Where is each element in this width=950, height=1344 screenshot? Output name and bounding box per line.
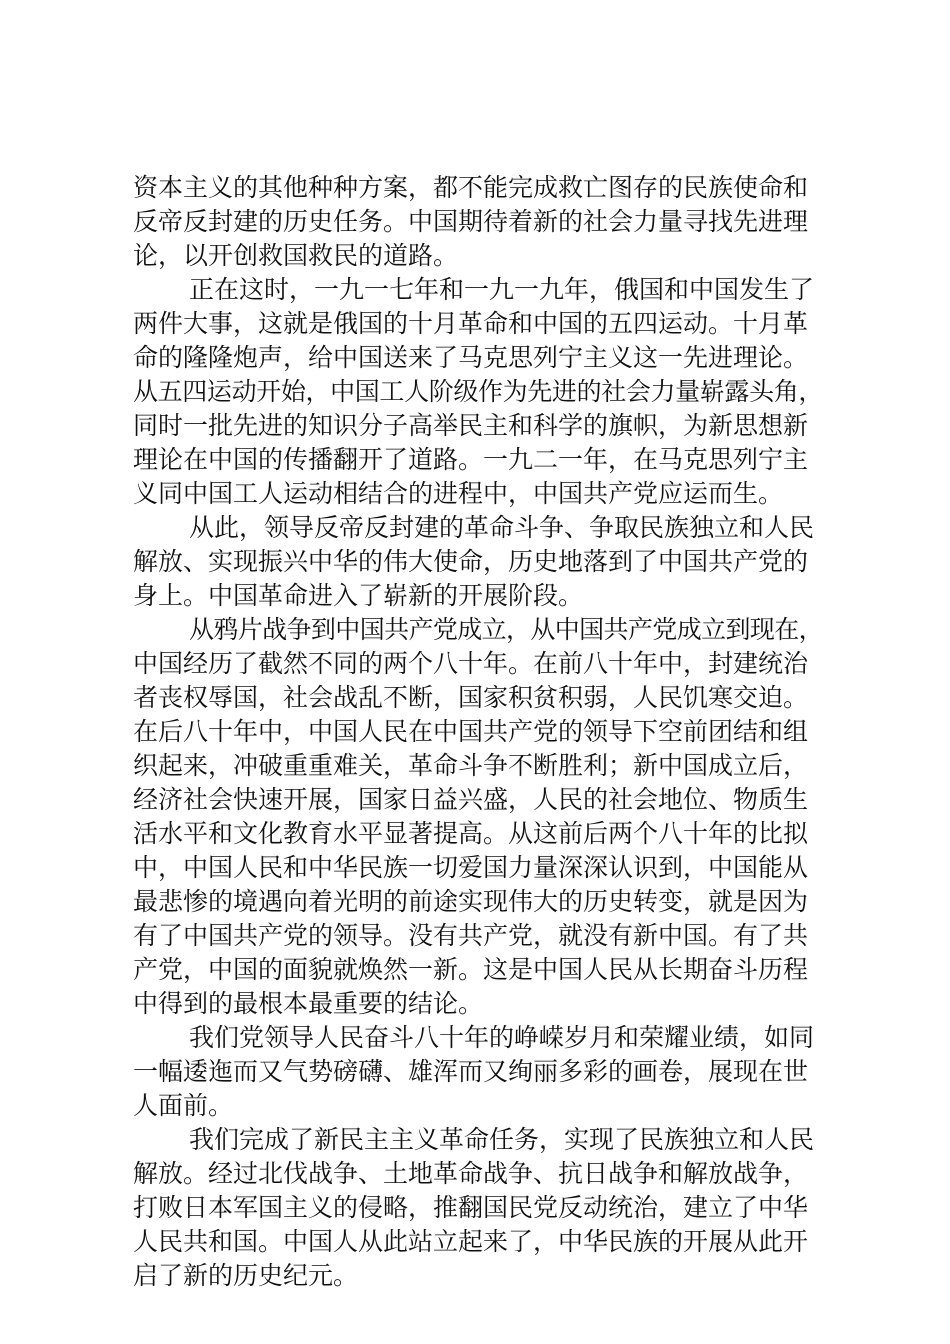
text-line: 解放、实现振兴中华的伟大使命，历史地落到了中国共产党的 xyxy=(133,547,809,576)
text-line: 最悲惨的境遇向着光明的前途实现伟大的历史转变，就是因为 xyxy=(133,887,809,916)
paragraph-first-line: 我们党领导人民奋斗八十年的峥嵘岁月和荣耀业绩，如同 xyxy=(189,1023,815,1052)
text-line: 一幅逶迤而又气势磅礴、雄浑而又绚丽多彩的画卷，展现在世 xyxy=(133,1057,809,1086)
text-line: 者丧权辱国，社会战乱不断，国家积贫积弱，人民饥寒交迫。 xyxy=(133,683,809,712)
text-line: 反帝反封建的历史任务。中国期待着新的社会力量寻找先进理 xyxy=(133,207,809,236)
text-line: 有了中国共产党的领导。没有共产党，就没有新中国。有了共 xyxy=(133,921,809,950)
text-line: 人民共和国。中国人从此站立起来了，中华民族的开展从此开 xyxy=(133,1227,809,1256)
text-line: 同时一批先进的知识分子高举民主和科学的旗帜，为新思想新 xyxy=(133,411,809,440)
text-line: 启了新的历史纪元。 xyxy=(133,1261,359,1290)
paragraph-first-line: 我们完成了新民主主义革命任务，实现了民族独立和人民 xyxy=(189,1125,815,1154)
text-line: 中，中国人民和中华民族一切爱国力量深深认识到，中国能从 xyxy=(133,853,809,882)
text-line: 在后八十年中，中国人民在中国共产党的领导下空前团结和组 xyxy=(133,717,809,746)
paragraph-first-line: 从此，领导反帝反封建的革命斗争、争取民族独立和人民 xyxy=(189,513,815,542)
text-line: 两件大事，这就是俄国的十月革命和中国的五四运动。十月革 xyxy=(133,309,809,338)
document-body xyxy=(133,171,823,1293)
text-line: 从五四运动开始，中国工人阶级作为先进的社会力量崭露头角， xyxy=(133,377,824,406)
text-line: 人面前。 xyxy=(133,1091,234,1120)
text-line: 经济社会快速开展，国家日益兴盛，人民的社会地位、物质生 xyxy=(133,785,809,814)
text-line: 论，以开创救国救民的道路。 xyxy=(133,241,459,270)
text-line: 织起来，冲破重重难关，革命斗争不断胜利；新中国成立后， xyxy=(133,751,809,780)
text-line: 打败日本军国主义的侵略，推翻国民党反动统治，建立了中华 xyxy=(133,1193,809,1222)
text-line: 产党，中国的面貌就焕然一新。这是中国人民从长期奋斗历程 xyxy=(133,955,809,984)
text-line: 理论在中国的传播翻开了道路。一九二一年，在马克思列宁主 xyxy=(133,445,809,474)
text-line: 义同中国工人运动相结合的进程中，中国共产党应运而生。 xyxy=(133,479,784,508)
paragraph-first-line: 正在这时，一九一七年和一九一九年，俄国和中国发生了 xyxy=(189,275,815,304)
paragraph-first-line: 从鸦片战争到中国共产党成立，从中国共产党成立到现在， xyxy=(189,615,824,644)
text-line: 中得到的最根本最重要的结论。 xyxy=(133,989,484,1018)
text-line: 解放。经过北伐战争、土地革命战争、抗日战争和解放战争， xyxy=(133,1159,809,1188)
text-line: 命的隆隆炮声，给中国送来了马克思列宁主义这一先进理论。 xyxy=(133,343,809,372)
text-line: 身上。中国革命进入了崭新的开展阶段。 xyxy=(133,581,584,610)
text-line: 资本主义的其他种种方案，都不能完成救亡图存的民族使命和 xyxy=(133,173,809,202)
text-line: 中国经历了截然不同的两个八十年。在前八十年中，封建统治 xyxy=(133,649,809,678)
text-line: 活水平和文化教育水平显著提高。从这前后两个八十年的比拟 xyxy=(133,819,809,848)
